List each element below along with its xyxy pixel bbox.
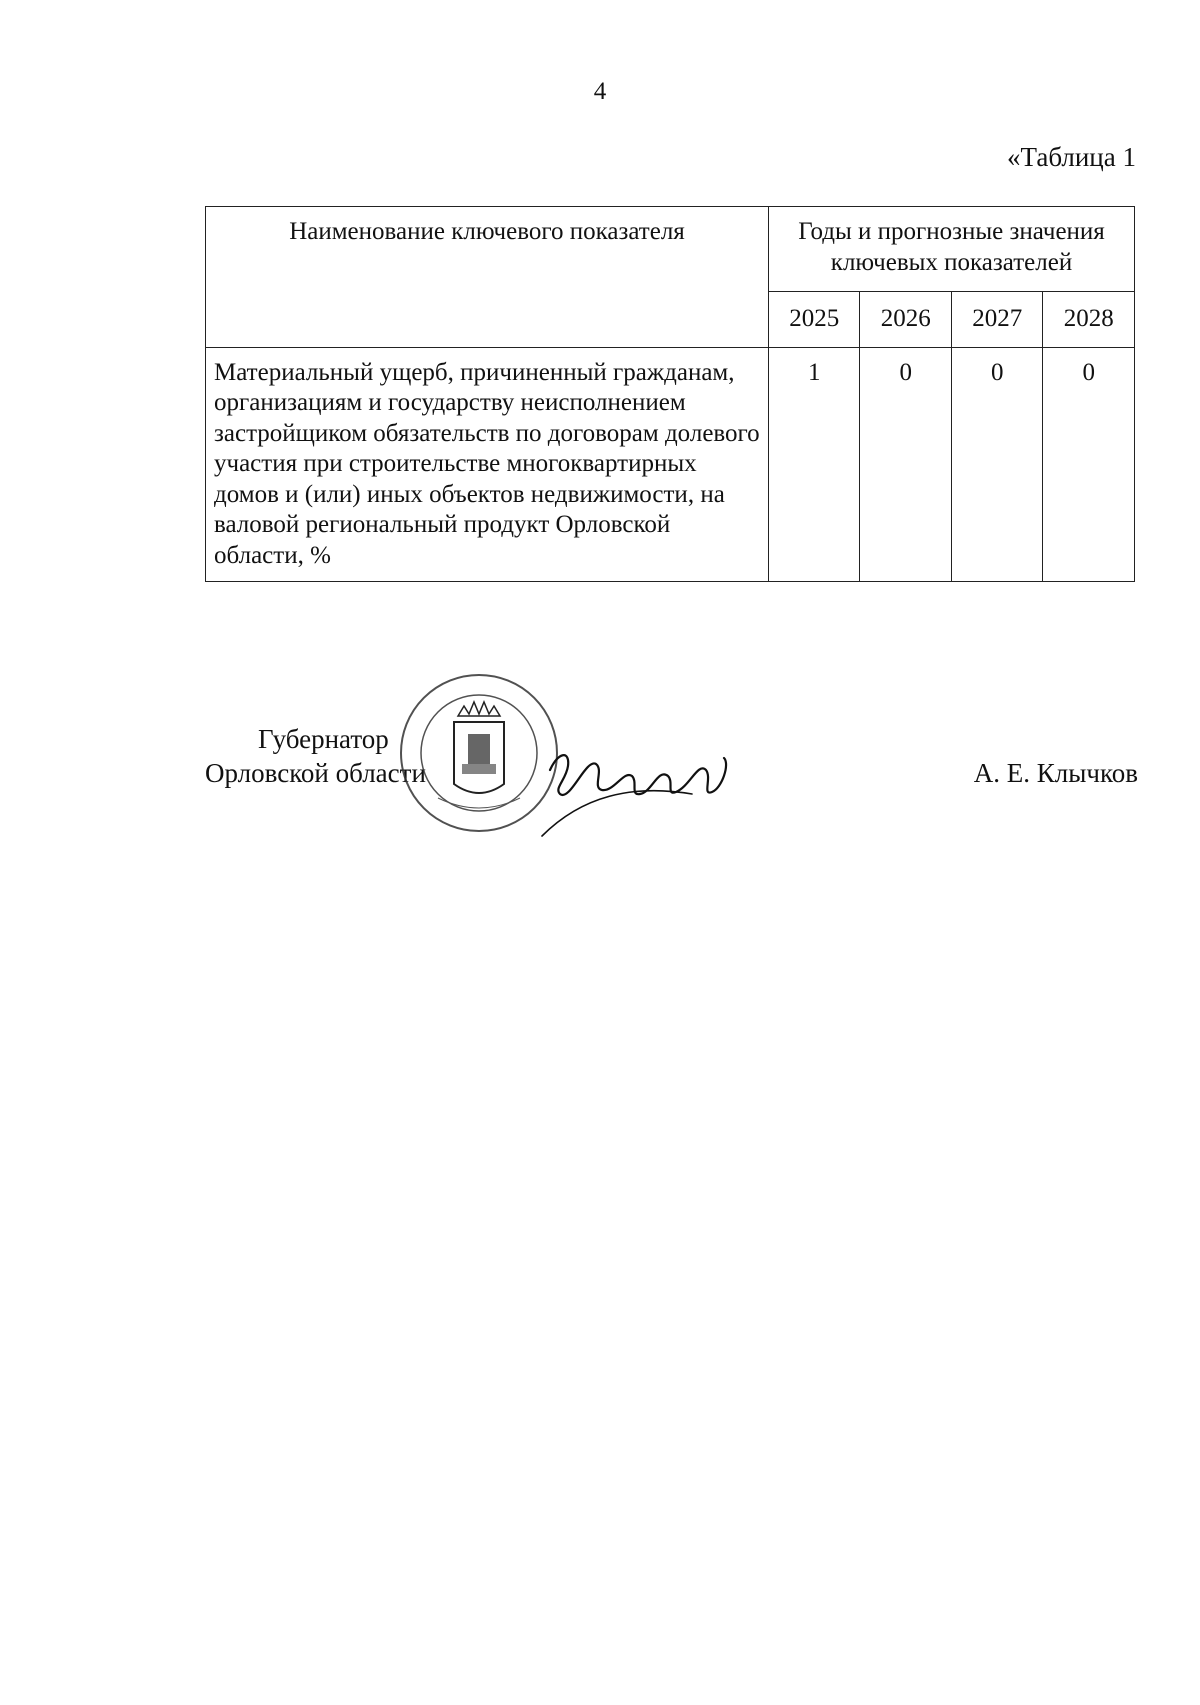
- signer-position-line1: Губернатор: [258, 724, 389, 754]
- value-2026-cell: 0: [860, 347, 951, 582]
- year-2027-header: 2027: [951, 292, 1042, 348]
- key-indicators-table: [205, 206, 1135, 582]
- handwritten-signature: [540, 718, 770, 838]
- signer-position-line2: Орловской области: [205, 758, 426, 788]
- official-stamp: [398, 672, 560, 834]
- table-header-row: [206, 207, 1135, 292]
- value-2027-cell: 0: [951, 347, 1042, 582]
- indicator-name-cell: Материальный ущерб, причиненный гражданам, организациям и государству неисполнением застройщиком обязательств по договорам долевого участия при строительстве многоквартирных домов и (или) иных объектов недвижимости, на валовой региональный продукт Орловской области, %: [206, 347, 769, 582]
- years-header: Годы и прогнозные значения ключевых показателей: [769, 207, 1135, 292]
- value-2025-cell: 1: [769, 347, 860, 582]
- year-2026-header: 2026: [860, 292, 951, 348]
- year-2028-header: 2028: [1043, 292, 1135, 348]
- indicator-name-header: Наименование ключевого показателя: [206, 207, 769, 348]
- year-2025-header: 2025: [769, 292, 860, 348]
- table-row: [206, 347, 1135, 582]
- table-caption: «Таблица 1: [1007, 142, 1136, 172]
- signature-block: [0, 720, 1200, 850]
- value-2028-cell: 0: [1043, 347, 1135, 582]
- page-number: 4: [593, 78, 607, 105]
- signer-name: А. Е. Клычков: [973, 758, 1138, 788]
